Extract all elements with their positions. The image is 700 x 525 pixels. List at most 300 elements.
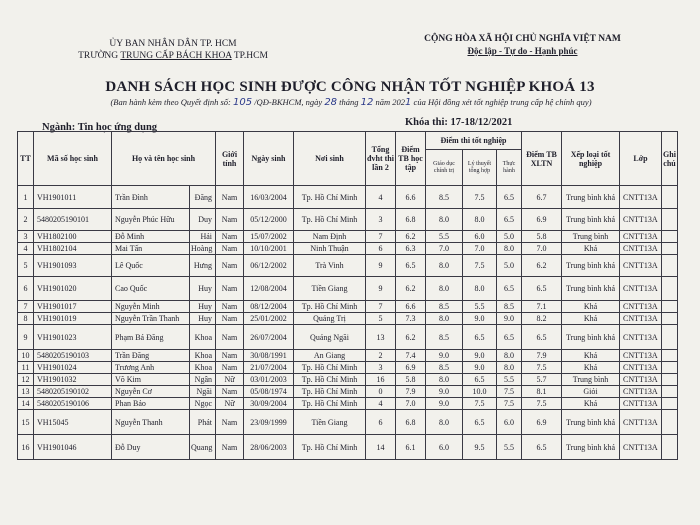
cell-student-surname: Trần Đăng — [112, 350, 190, 362]
cell-notes — [662, 374, 678, 386]
cell-birth-place: Tp. Hồ Chí Minh — [294, 362, 366, 374]
cell-class-name: CNTT13A — [620, 386, 662, 398]
cell-graduation-average: 7.5 — [522, 362, 562, 374]
cell-practice-score: 6.5 — [497, 325, 522, 350]
cell-notes — [662, 386, 678, 398]
table-row — [18, 435, 678, 460]
cell-graduation-average: 5.7 — [522, 374, 562, 386]
cell-birth-place: Tp. Hồ Chí Minh — [294, 209, 366, 231]
header-notes: Ghi chú — [662, 132, 678, 186]
cell-graduation-rank: Trung bình khá — [562, 435, 620, 460]
cell-student-given-name: Ngân — [190, 374, 216, 386]
cell-birth-date: 25/01/2002 — [244, 313, 294, 325]
handwritten-decision-number: 105 — [232, 97, 253, 108]
cell-retake-credits: 3 — [366, 209, 396, 231]
cell-student-surname: Nguyễn Minh — [112, 301, 190, 313]
cell-politics-score: 8.5 — [426, 186, 463, 209]
cell-student-id: VH15045 — [34, 410, 112, 435]
cell-student-surname: Nguyễn Thanh — [112, 410, 190, 435]
subtitle-part: năm 202 — [373, 97, 406, 107]
cell-study-average: 6.5 — [396, 255, 426, 277]
cell-retake-credits: 7 — [366, 301, 396, 313]
cell-birth-place: Trà Vinh — [294, 255, 366, 277]
cell-politics-score: 8.0 — [426, 277, 463, 301]
cell-birth-place: Quảng Trị — [294, 313, 366, 325]
cell-class-name: CNTT13A — [620, 231, 662, 243]
cell-class-name: CNTT13A — [620, 350, 662, 362]
header-class: Lớp — [620, 132, 662, 186]
cell-study-average: 6.6 — [396, 301, 426, 313]
cell-birth-date: 05/12/2000 — [244, 209, 294, 231]
cell-gender: Nam — [216, 362, 244, 374]
cell-birth-place: Tiền Giang — [294, 410, 366, 435]
cell-row-number: 14 — [18, 398, 34, 410]
cell-birth-place: Tp. Hồ Chí Minh — [294, 301, 366, 313]
cell-birth-date: 12/08/2004 — [244, 277, 294, 301]
cell-row-number: 2 — [18, 209, 34, 231]
cell-graduation-average: 7.9 — [522, 350, 562, 362]
cell-theory-score: 7.5 — [463, 255, 497, 277]
table-row — [18, 186, 678, 209]
cell-gender: Nam — [216, 325, 244, 350]
cell-politics-score: 6.0 — [426, 435, 463, 460]
cell-graduation-average: 6.9 — [522, 410, 562, 435]
national-motto: Độc lập - Tự do - Hạnh phúc — [467, 46, 578, 56]
table-row — [18, 209, 678, 231]
cell-gender: Nam — [216, 231, 244, 243]
cell-graduation-average: 6.5 — [522, 435, 562, 460]
cell-row-number: 10 — [18, 350, 34, 362]
cell-politics-score: 9.0 — [426, 350, 463, 362]
cell-graduation-rank: Khá — [562, 362, 620, 374]
table-row — [18, 374, 678, 386]
cell-student-given-name: Huy — [190, 313, 216, 325]
cell-birth-date: 10/10/2001 — [244, 243, 294, 255]
cell-politics-score: 8.0 — [426, 255, 463, 277]
cell-birth-place: Tp. Hồ Chí Minh — [294, 186, 366, 209]
cell-birth-date: 30/09/2004 — [244, 398, 294, 410]
cell-theory-score: 5.5 — [463, 301, 497, 313]
table-row — [18, 386, 678, 398]
cell-student-id: 5480205190103 — [34, 350, 112, 362]
table-row — [18, 313, 678, 325]
cell-notes — [662, 243, 678, 255]
cell-class-name: CNTT13A — [620, 435, 662, 460]
cell-retake-credits: 16 — [366, 374, 396, 386]
cell-class-name: CNTT13A — [620, 209, 662, 231]
cell-retake-credits: 14 — [366, 435, 396, 460]
cell-class-name: CNTT13A — [620, 255, 662, 277]
cell-study-average: 6.2 — [396, 277, 426, 301]
cell-practice-score: 8.0 — [497, 362, 522, 374]
cell-gender: Nam — [216, 209, 244, 231]
cell-practice-score: 6.5 — [497, 277, 522, 301]
cell-student-id: VH1901046 — [34, 435, 112, 460]
cell-graduation-rank: Khá — [562, 243, 620, 255]
cell-row-number: 7 — [18, 301, 34, 313]
header-practice: Thực hành — [497, 150, 522, 186]
cell-study-average: 5.8 — [396, 374, 426, 386]
cell-student-id: VH1901093 — [34, 255, 112, 277]
cell-notes — [662, 209, 678, 231]
cell-study-average: 6.2 — [396, 231, 426, 243]
cell-notes — [662, 398, 678, 410]
cell-birth-date: 21/07/2004 — [244, 362, 294, 374]
cell-politics-score: 9.0 — [426, 386, 463, 398]
cell-theory-score: 9.5 — [463, 435, 497, 460]
graduation-table — [17, 131, 678, 460]
header-left-line1: ỦY BAN NHÂN DÂN TP. HCM — [109, 39, 237, 49]
header-birth-place: Nơi sinh — [294, 132, 366, 186]
cell-birth-place: Tp. Hồ Chí Minh — [294, 398, 366, 410]
header-theory: Lý thuyết tổng hợp — [463, 150, 497, 186]
cell-graduation-rank: Trung bình khá — [562, 186, 620, 209]
cell-study-average: 6.8 — [396, 410, 426, 435]
cell-student-given-name: Huy — [190, 301, 216, 313]
cell-student-id: VH1901019 — [34, 313, 112, 325]
major-label: Ngành: Tin học ứng dụng — [42, 122, 158, 133]
cell-theory-score: 6.5 — [463, 374, 497, 386]
cell-practice-score: 8.0 — [497, 243, 522, 255]
cell-student-surname: Võ Kim — [112, 374, 190, 386]
cell-study-average: 6.9 — [396, 362, 426, 374]
cell-graduation-rank: Trung bình khá — [562, 255, 620, 277]
cell-retake-credits: 13 — [366, 325, 396, 350]
cell-theory-score: 7.5 — [463, 398, 497, 410]
cell-theory-score: 6.5 — [463, 325, 497, 350]
cell-gender: Nam — [216, 186, 244, 209]
cell-graduation-average: 7.0 — [522, 243, 562, 255]
cell-student-given-name: Duy — [190, 209, 216, 231]
cell-theory-score: 9.0 — [463, 350, 497, 362]
cell-birth-date: 15/07/2002 — [244, 231, 294, 243]
cell-retake-credits: 2 — [366, 350, 396, 362]
cell-graduation-average: 8.2 — [522, 313, 562, 325]
cell-student-id: VH1901024 — [34, 362, 112, 374]
cell-graduation-average: 7.5 — [522, 398, 562, 410]
cell-gender: Nam — [216, 435, 244, 460]
cell-student-id: VH1802104 — [34, 243, 112, 255]
cell-graduation-rank: Trung bình khá — [562, 410, 620, 435]
cell-row-number: 9 — [18, 325, 34, 350]
cell-notes — [662, 186, 678, 209]
cell-notes — [662, 350, 678, 362]
cell-retake-credits: 4 — [366, 398, 396, 410]
document-title: DANH SÁCH HỌC SINH ĐƯỢC CÔNG NHẬN TỐT NGHIỆP KHOÁ 13 — [105, 79, 595, 95]
cell-retake-credits: 5 — [366, 313, 396, 325]
header-retake-credits: Tổng đvht thi lần 2 — [366, 132, 396, 186]
cell-graduation-average: 6.7 — [522, 186, 562, 209]
cell-student-surname: Đỗ Minh — [112, 231, 190, 243]
cell-birth-place: Tiền Giang — [294, 277, 366, 301]
cell-practice-score: 8.0 — [497, 350, 522, 362]
cell-theory-score: 9.0 — [463, 313, 497, 325]
table-row — [18, 325, 678, 350]
table-row — [18, 255, 678, 277]
cell-class-name: CNTT13A — [620, 325, 662, 350]
cell-row-number: 16 — [18, 435, 34, 460]
cell-graduation-rank: Khá — [562, 301, 620, 313]
cell-gender: Nam — [216, 277, 244, 301]
cell-birth-date: 23/09/1999 — [244, 410, 294, 435]
cell-gender: Nữ — [216, 398, 244, 410]
cell-study-average: 7.4 — [396, 350, 426, 362]
cell-study-average: 6.8 — [396, 209, 426, 231]
cell-graduation-average: 7.1 — [522, 301, 562, 313]
cell-graduation-average: 5.8 — [522, 231, 562, 243]
cell-retake-credits: 7 — [366, 231, 396, 243]
cell-student-surname: Nguyễn Cơ — [112, 386, 190, 398]
cell-practice-score: 5.5 — [497, 435, 522, 460]
cell-graduation-rank: Trung bình khá — [562, 325, 620, 350]
cell-notes — [662, 325, 678, 350]
cell-row-number: 13 — [18, 386, 34, 398]
cell-row-number: 8 — [18, 313, 34, 325]
cell-student-surname: Đỗ Duy — [112, 435, 190, 460]
cell-theory-score: 7.5 — [463, 186, 497, 209]
cell-gender: Nam — [216, 243, 244, 255]
exam-period-label: Khóa thi: 17-18/12/2021 — [405, 117, 513, 128]
cell-politics-score: 8.5 — [426, 325, 463, 350]
cell-gender: Nam — [216, 410, 244, 435]
cell-student-given-name: Hưng — [190, 255, 216, 277]
table-row — [18, 243, 678, 255]
header-birth-date: Ngày sinh — [244, 132, 294, 186]
header-left — [78, 38, 268, 62]
cell-practice-score: 5.5 — [497, 374, 522, 386]
cell-row-number: 5 — [18, 255, 34, 277]
cell-retake-credits: 6 — [366, 243, 396, 255]
cell-practice-score: 6.5 — [497, 209, 522, 231]
header-politics: Giáo dục chính trị — [426, 150, 463, 186]
subtitle-part: /QĐ-BKHCM, ngày — [252, 97, 325, 107]
cell-student-given-name: Khoa — [190, 350, 216, 362]
cell-practice-score: 5.0 — [497, 231, 522, 243]
cell-row-number: 15 — [18, 410, 34, 435]
cell-theory-score: 6.5 — [463, 410, 497, 435]
cell-notes — [662, 362, 678, 374]
subtitle-part: (Ban hành kèm theo Quyết định số: — [110, 97, 233, 107]
cell-graduation-rank: Khá — [562, 398, 620, 410]
header-exam-scores: Điểm thi tốt nghiệp — [426, 132, 522, 150]
cell-student-given-name: Hải — [190, 231, 216, 243]
table-row — [18, 277, 678, 301]
cell-politics-score: 9.0 — [426, 398, 463, 410]
cell-theory-score: 7.0 — [463, 243, 497, 255]
cell-birth-date: 26/07/2004 — [244, 325, 294, 350]
cell-retake-credits: 0 — [366, 386, 396, 398]
cell-politics-score: 8.5 — [426, 362, 463, 374]
table-row — [18, 410, 678, 435]
cell-student-id: VH1901011 — [34, 186, 112, 209]
cell-class-name: CNTT13A — [620, 374, 662, 386]
cell-practice-score: 6.0 — [497, 410, 522, 435]
cell-politics-score: 8.0 — [426, 410, 463, 435]
cell-student-surname: Nguyễn Trần Thanh — [112, 313, 190, 325]
cell-birth-place: Nam Định — [294, 231, 366, 243]
cell-student-given-name: Đăng — [190, 186, 216, 209]
cell-practice-score: 6.5 — [497, 186, 522, 209]
cell-practice-score: 8.5 — [497, 301, 522, 313]
header-student-id: Mã số học sinh — [34, 132, 112, 186]
cell-notes — [662, 410, 678, 435]
cell-graduation-rank: Trung bình — [562, 374, 620, 386]
header-right — [395, 33, 650, 57]
document-subtitle — [6, 97, 696, 108]
cell-retake-credits: 6 — [366, 410, 396, 435]
cell-notes — [662, 313, 678, 325]
cell-theory-score: 9.0 — [463, 362, 497, 374]
cell-graduation-rank: Giỏi — [562, 386, 620, 398]
cell-theory-score: 8.0 — [463, 277, 497, 301]
cell-retake-credits: 9 — [366, 255, 396, 277]
cell-student-given-name: Huy — [190, 277, 216, 301]
cell-student-given-name: Ngọc — [190, 398, 216, 410]
handwritten-year-digit: 1 — [405, 97, 412, 108]
header-graduation-rank: Xếp loại tốt nghiệp — [562, 132, 620, 186]
cell-student-given-name: Khoa — [190, 362, 216, 374]
table-row — [18, 350, 678, 362]
cell-graduation-average: 6.5 — [522, 325, 562, 350]
cell-graduation-average: 6.2 — [522, 255, 562, 277]
table-row — [18, 398, 678, 410]
cell-class-name: CNTT13A — [620, 410, 662, 435]
cell-graduation-rank: Trung bình khá — [562, 209, 620, 231]
cell-politics-score: 7.0 — [426, 243, 463, 255]
cell-student-given-name: Quang — [190, 435, 216, 460]
cell-birth-date: 06/12/2002 — [244, 255, 294, 277]
cell-politics-score: 8.0 — [426, 313, 463, 325]
cell-student-id: VH1901017 — [34, 301, 112, 313]
cell-politics-score: 5.5 — [426, 231, 463, 243]
cell-practice-score: 5.0 — [497, 255, 522, 277]
cell-notes — [662, 435, 678, 460]
header-graduation-average: Điểm TB XLTN — [522, 132, 562, 186]
cell-student-surname: Trần Đình — [112, 186, 190, 209]
cell-retake-credits: 3 — [366, 362, 396, 374]
cell-graduation-average: 6.5 — [522, 277, 562, 301]
cell-birth-place: Tp. Hồ Chí Minh — [294, 374, 366, 386]
cell-birth-date: 28/06/2003 — [244, 435, 294, 460]
national-title: CỘNG HÒA XÃ HỘI CHỦ NGHĨA VIỆT NAM — [424, 34, 621, 44]
cell-class-name: CNTT13A — [620, 186, 662, 209]
header-left-line2 — [78, 50, 268, 62]
cell-birth-place: Tp. Hồ Chí Minh — [294, 435, 366, 460]
table-row — [18, 362, 678, 374]
cell-gender: Nữ — [216, 374, 244, 386]
cell-practice-score: 7.5 — [497, 398, 522, 410]
cell-birth-date: 16/03/2004 — [244, 186, 294, 209]
cell-student-given-name: Khoa — [190, 325, 216, 350]
cell-class-name: CNTT13A — [620, 243, 662, 255]
cell-practice-score: 9.0 — [497, 313, 522, 325]
header-study-average: Điểm TB học tập — [396, 132, 426, 186]
cell-study-average: 7.3 — [396, 313, 426, 325]
header-gender: Giới tính — [216, 132, 244, 186]
cell-student-id: 5480205190106 — [34, 398, 112, 410]
cell-study-average: 6.3 — [396, 243, 426, 255]
cell-row-number: 3 — [18, 231, 34, 243]
cell-row-number: 6 — [18, 277, 34, 301]
cell-theory-score: 8.0 — [463, 209, 497, 231]
cell-notes — [662, 301, 678, 313]
cell-gender: Nam — [216, 255, 244, 277]
cell-row-number: 11 — [18, 362, 34, 374]
cell-student-surname: Trương Anh — [112, 362, 190, 374]
cell-birth-date: 03/01/2003 — [244, 374, 294, 386]
cell-student-id: 5480205190102 — [34, 386, 112, 398]
cell-graduation-average: 8.1 — [522, 386, 562, 398]
cell-class-name: CNTT13A — [620, 362, 662, 374]
cell-student-id: VH1901020 — [34, 277, 112, 301]
cell-politics-score: 8.0 — [426, 374, 463, 386]
header-tt: TT — [18, 132, 34, 186]
cell-gender: Nam — [216, 386, 244, 398]
cell-retake-credits: 4 — [366, 186, 396, 209]
cell-practice-score: 7.5 — [497, 386, 522, 398]
cell-class-name: CNTT13A — [620, 277, 662, 301]
cell-study-average: 7.0 — [396, 398, 426, 410]
cell-student-id: VH1802100 — [34, 231, 112, 243]
table-row — [18, 301, 678, 313]
cell-student-surname: Lê Quốc — [112, 255, 190, 277]
cell-class-name: CNTT13A — [620, 301, 662, 313]
cell-row-number: 12 — [18, 374, 34, 386]
cell-class-name: CNTT13A — [620, 398, 662, 410]
cell-gender: Nam — [216, 313, 244, 325]
cell-study-average: 6.2 — [396, 325, 426, 350]
cell-graduation-average: 6.9 — [522, 209, 562, 231]
cell-student-surname: Cao Quốc — [112, 277, 190, 301]
cell-study-average: 7.9 — [396, 386, 426, 398]
cell-student-id: 5480205190101 — [34, 209, 112, 231]
cell-gender: Nam — [216, 350, 244, 362]
cell-class-name: CNTT13A — [620, 313, 662, 325]
table-row — [18, 231, 678, 243]
cell-birth-date: 30/08/1991 — [244, 350, 294, 362]
cell-politics-score: 8.5 — [426, 301, 463, 313]
cell-birth-place: Tp. Hồ Chí Minh — [294, 386, 366, 398]
cell-student-surname: Mai Tấn — [112, 243, 190, 255]
cell-notes — [662, 277, 678, 301]
cell-student-given-name: Hoàng — [190, 243, 216, 255]
cell-row-number: 4 — [18, 243, 34, 255]
cell-student-given-name: Ngãi — [190, 386, 216, 398]
handwritten-month: 12 — [360, 97, 374, 108]
cell-theory-score: 10.0 — [463, 386, 497, 398]
cell-birth-place: Ninh Thuận — [294, 243, 366, 255]
cell-study-average: 6.1 — [396, 435, 426, 460]
cell-study-average: 6.6 — [396, 186, 426, 209]
cell-graduation-rank: Khá — [562, 350, 620, 362]
cell-theory-score: 6.0 — [463, 231, 497, 243]
cell-birth-place: An Giang — [294, 350, 366, 362]
cell-gender: Nam — [216, 301, 244, 313]
cell-student-surname: Nguyễn Phúc Hữu — [112, 209, 190, 231]
cell-graduation-rank: Trung bình khá — [562, 277, 620, 301]
cell-student-id: VH1901023 — [34, 325, 112, 350]
cell-notes — [662, 231, 678, 243]
school-prefix: TRƯỜNG — [78, 51, 121, 61]
cell-notes — [662, 255, 678, 277]
cell-graduation-rank: Trung bình — [562, 231, 620, 243]
cell-retake-credits: 9 — [366, 277, 396, 301]
cell-row-number: 1 — [18, 186, 34, 209]
subtitle-part: của Hội đồng xét tốt nghiệp trung cấp hệ chính quy) — [411, 97, 592, 107]
school-suffix: TP.HCM — [231, 51, 268, 61]
cell-student-given-name: Phát — [190, 410, 216, 435]
cell-graduation-rank: Khá — [562, 313, 620, 325]
